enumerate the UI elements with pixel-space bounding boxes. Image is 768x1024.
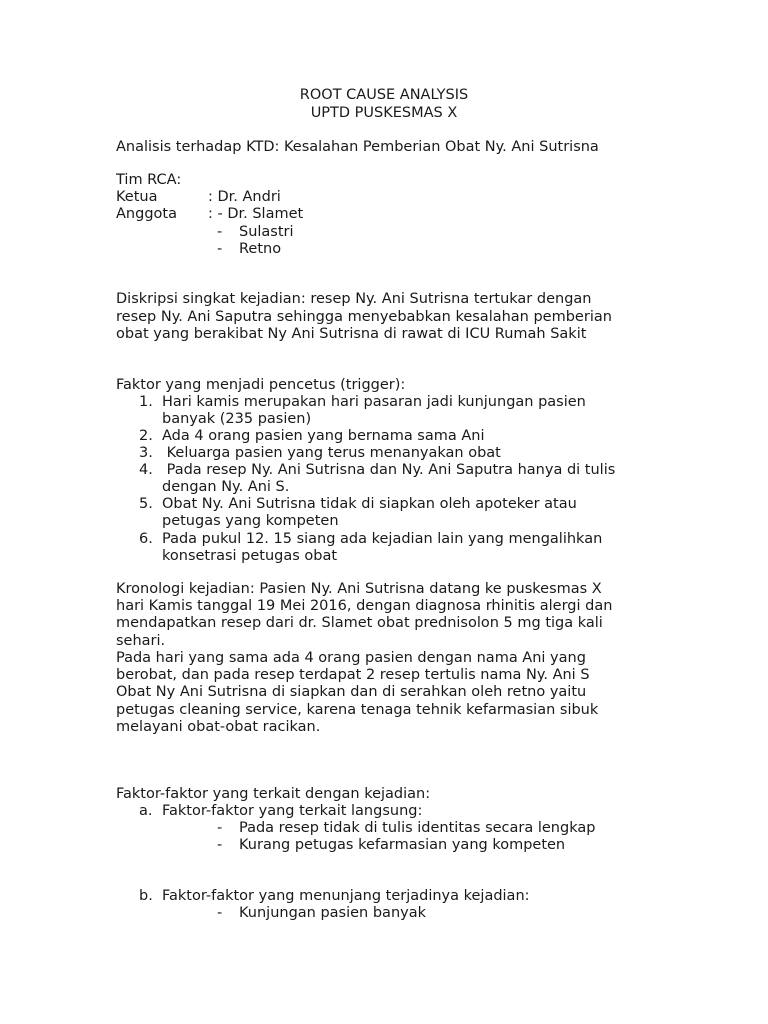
trigger-number: 2. bbox=[139, 428, 153, 444]
trigger-number: 3. bbox=[139, 445, 153, 461]
trigger-text: Obat Ny. Ani Sutrisna tidak di siapkan oleh apoteker atau bbox=[162, 496, 577, 512]
chronology-line: Obat Ny Ani Sutrisna di siapkan dan di serahkan oleh retno yaitu bbox=[116, 684, 587, 700]
factor-item: Kurang petugas kefarmasian yang kompeten bbox=[239, 837, 566, 853]
anggota-value: : - Dr. Slamet bbox=[208, 206, 304, 222]
trigger-text: petugas yang kompeten bbox=[162, 513, 339, 529]
trigger-number: 4. bbox=[139, 462, 153, 478]
factor-dash: - bbox=[217, 837, 223, 853]
trigger-text: Hari kamis merupakan hari pasaran jadi kunjungan pasien bbox=[162, 394, 586, 410]
trigger-number: 5. bbox=[139, 496, 153, 512]
member-dash: - bbox=[217, 241, 223, 257]
analysis-line: Analisis terhadap KTD: Kesalahan Pemberian Obat Ny. Ani Sutrisna bbox=[116, 139, 599, 155]
doc-title: ROOT CAUSE ANALYSIS bbox=[299, 87, 469, 103]
factor-dash: - bbox=[217, 905, 223, 921]
factor-item: Kunjungan pasien banyak bbox=[239, 905, 426, 921]
ketua-value: : Dr. Andri bbox=[208, 189, 281, 205]
trigger-text: dengan Ny. Ani S. bbox=[162, 479, 290, 495]
factor-a-label: a. bbox=[139, 803, 153, 819]
chronology-line: petugas cleaning service, karena tenaga tehnik kefarmasian sibuk bbox=[116, 702, 599, 718]
trigger-text: Pada resep Ny. Ani Sutrisna dan Ny. Ani Saputra hanya di tulis bbox=[162, 462, 616, 478]
chronology-line: melayani obat-obat racikan. bbox=[116, 719, 321, 735]
chronology-line: sehari. bbox=[116, 633, 166, 649]
factors-heading: Faktor-faktor yang terkait dengan kejadian: bbox=[116, 786, 431, 802]
chronology-line: berobat, dan pada resep terdapat 2 resep tertulis nama Ny. Ani S bbox=[116, 667, 590, 683]
trigger-number: 6. bbox=[139, 531, 153, 547]
chronology-line: hari Kamis tanggal 19 Mei 2016, dengan diagnosa rhinitis alergi dan bbox=[116, 598, 613, 614]
trigger-text: Keluarga pasien yang terus menanyakan obat bbox=[162, 445, 501, 461]
factor-b-text: Faktor-faktor yang menunjang terjadinya kejadian: bbox=[162, 888, 530, 904]
chronology-line: mendapatkan resep dari dr. Slamet obat prednisolon 5 mg tiga kali bbox=[116, 615, 603, 631]
ketua-label: Ketua bbox=[116, 189, 158, 205]
chronology-line: Kronologi kejadian: Pasien Ny. Ani Sutrisna datang ke puskesmas X bbox=[116, 581, 602, 597]
trigger-text: Pada pukul 12. 15 siang ada kejadian lain yang mengalihkan bbox=[162, 531, 603, 547]
trigger-text: konsetrasi petugas obat bbox=[162, 548, 338, 564]
trigger-number: 1. bbox=[139, 394, 153, 410]
triggers-heading: Faktor yang menjadi pencetus (trigger): bbox=[116, 377, 406, 393]
factor-dash: - bbox=[217, 820, 223, 836]
trigger-text: banyak (235 pasien) bbox=[162, 411, 312, 427]
description-line: resep Ny. Ani Saputra sehingga menyebabkan kesalahan pemberian bbox=[116, 309, 612, 325]
factor-item: Pada resep tidak di tulis identitas secara lengkap bbox=[239, 820, 596, 836]
anggota-label: Anggota bbox=[116, 206, 177, 222]
member-name: Retno bbox=[239, 241, 282, 257]
factor-a-text: Faktor-faktor yang terkait langsung: bbox=[162, 803, 423, 819]
description-line: Diskripsi singkat kejadian: resep Ny. Ani Sutrisna tertukar dengan bbox=[116, 291, 592, 307]
member-name: Sulastri bbox=[239, 224, 294, 240]
trigger-text: Ada 4 orang pasien yang bernama sama Ani bbox=[162, 428, 485, 444]
doc-subtitle: UPTD PUSKESMAS X bbox=[310, 105, 458, 121]
description-line: obat yang berakibat Ny Ani Sutrisna di rawat di ICU Rumah Sakit bbox=[116, 326, 587, 342]
factor-b-label: b. bbox=[139, 888, 153, 904]
team-heading: Tim RCA: bbox=[116, 172, 182, 188]
member-dash: - bbox=[217, 224, 223, 240]
chronology-line: Pada hari yang sama ada 4 orang pasien dengan nama Ani yang bbox=[116, 650, 586, 666]
